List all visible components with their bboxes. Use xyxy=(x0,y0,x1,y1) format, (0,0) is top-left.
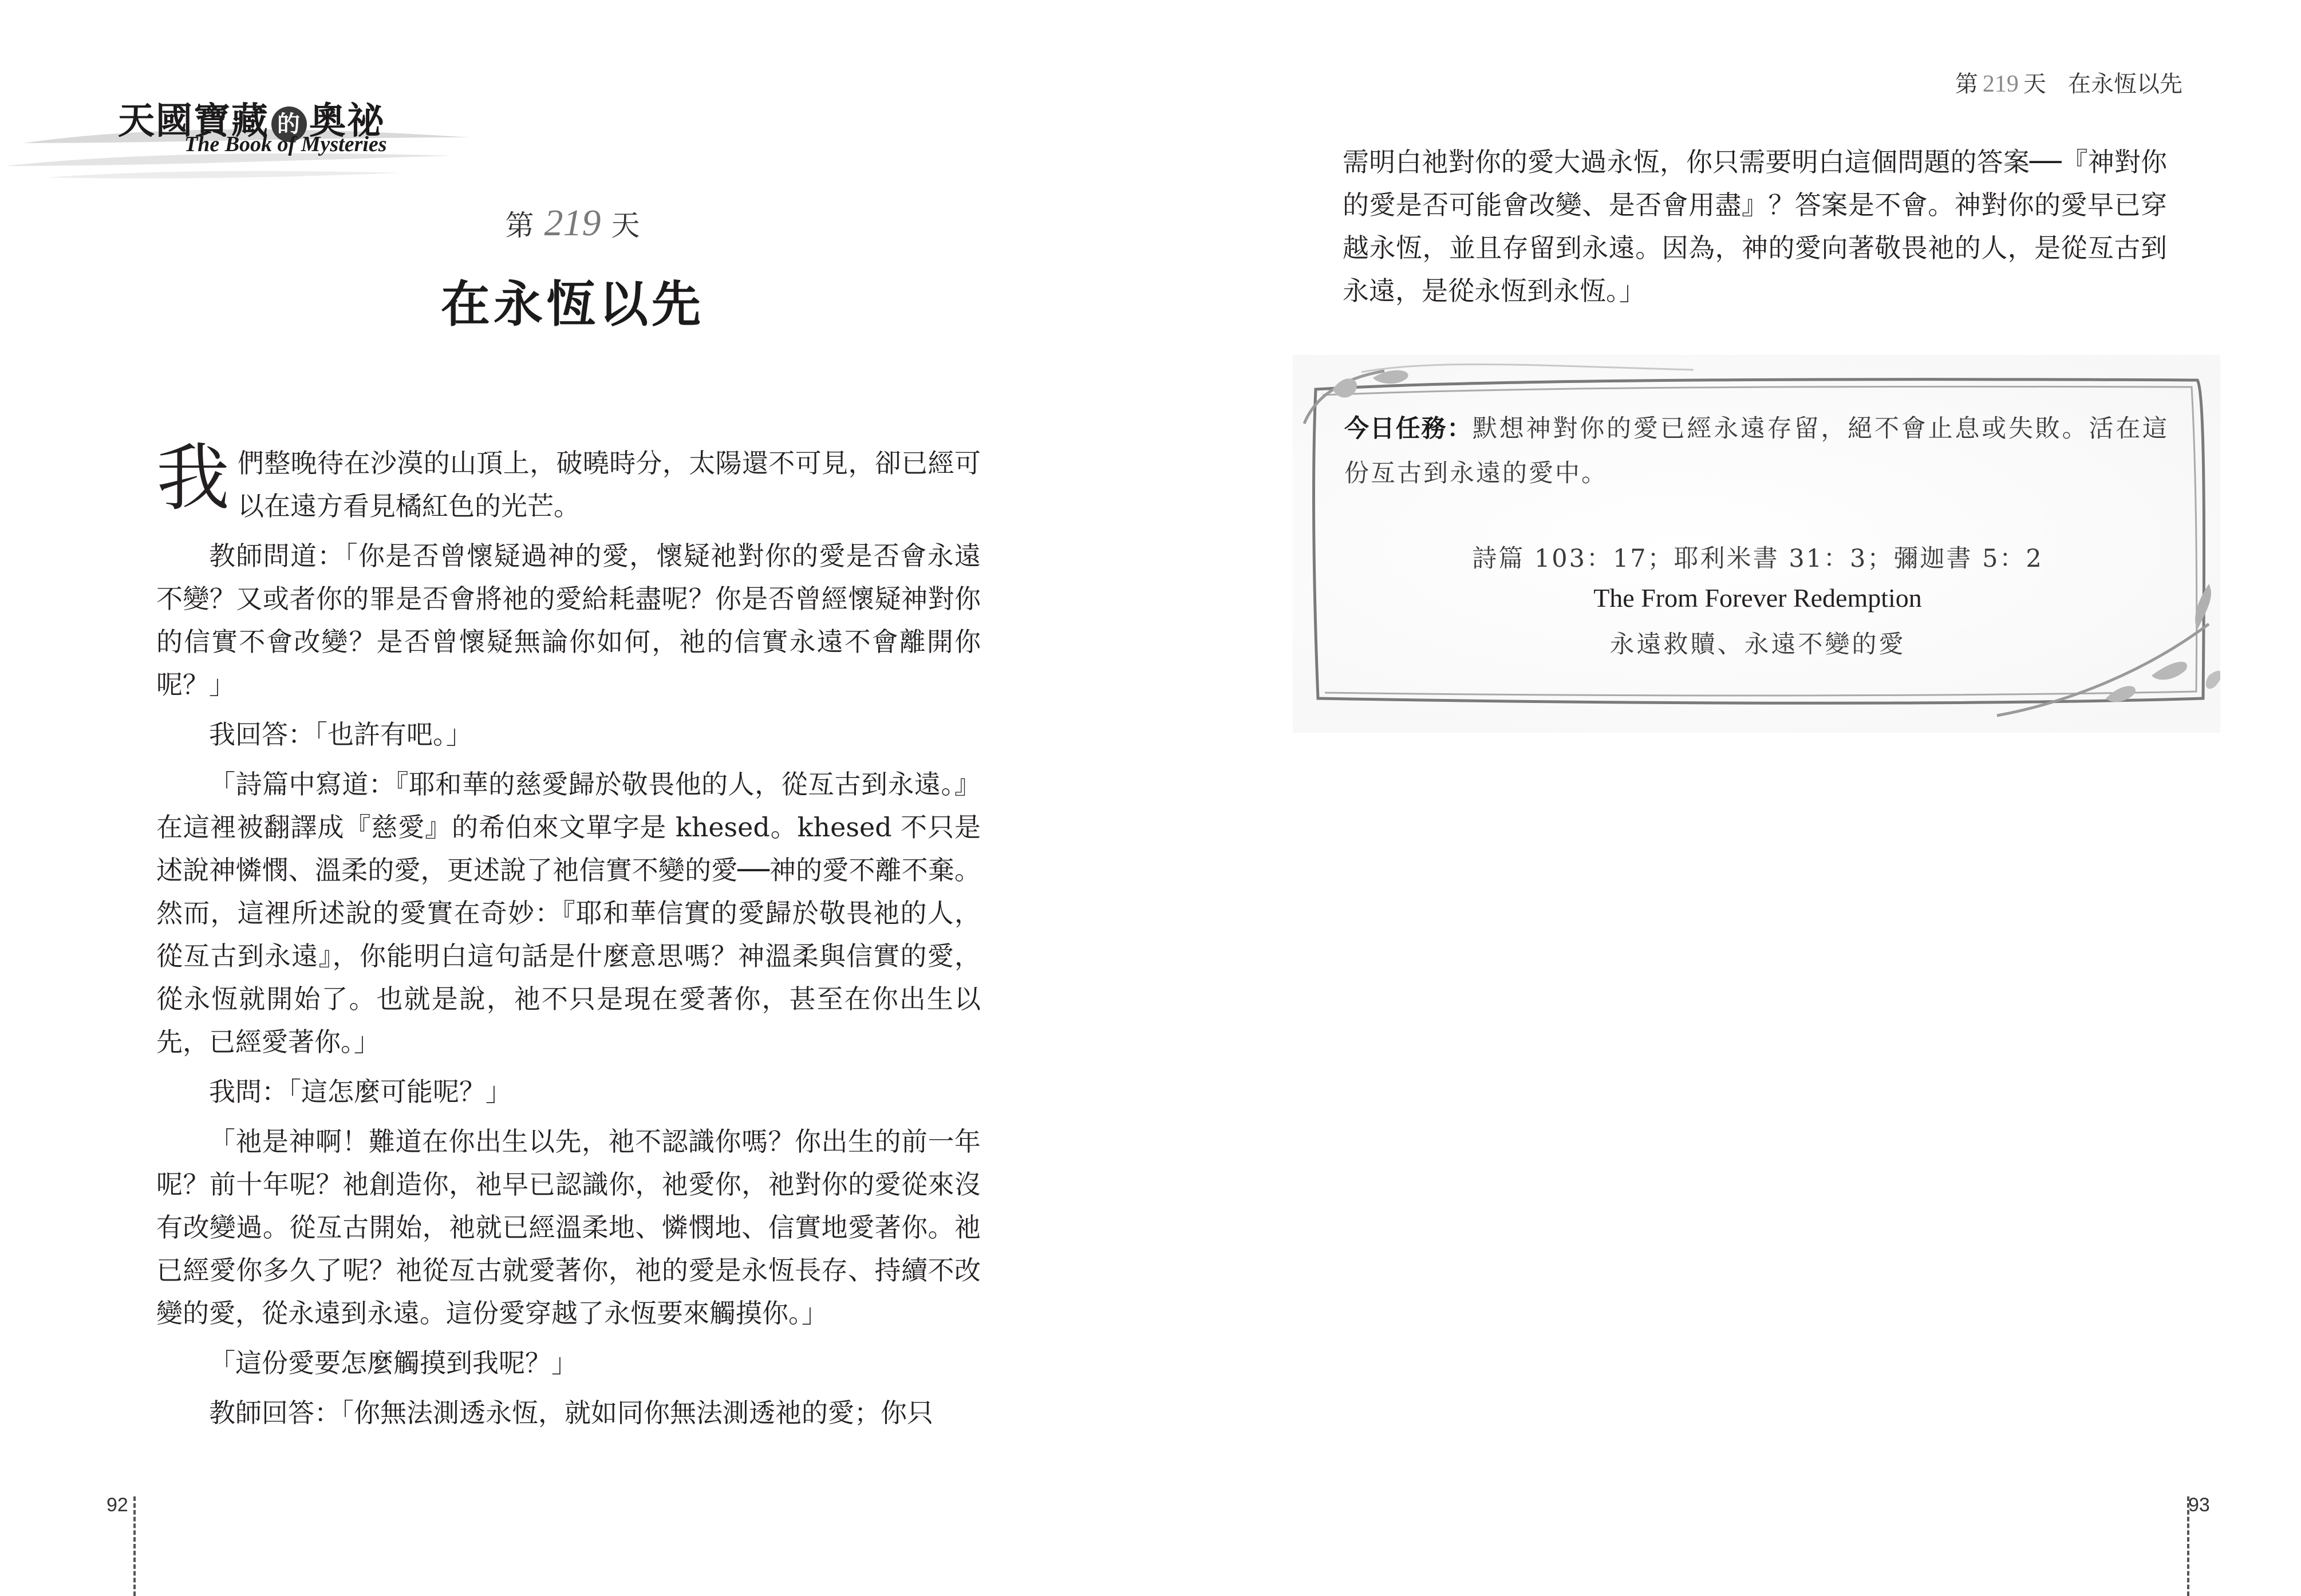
day-number: 219 xyxy=(544,202,601,244)
paragraph-1-text: 們整晚待在沙漠的山頂上，破曉時分，太陽還不可見，卻已經可以在遠方看見橘紅色的光芒。 xyxy=(238,448,981,522)
running-head-day: 219 xyxy=(1982,71,2019,97)
trim-line-left xyxy=(133,1496,136,1596)
paragraph-3: 我回答：「也許有吧。」 xyxy=(209,719,472,750)
day-label xyxy=(0,202,1145,245)
mystery-title-english: The From Forever Redemption xyxy=(1593,583,1922,613)
day-suffix: 天 xyxy=(611,209,640,242)
right-paragraph: 需明白祂對你的愛大過永恆，你只需要明白這個問題的答案──『神對你的愛是否可能會改變、是否會用盡』？答案是不會。神對你的愛早已穿越永恆，並且存留到永遠。因為，神的愛向著敬畏祂的人，是從亙古到永遠，是從永恆到永恆。」 xyxy=(1343,147,2167,306)
dropcap: 我 xyxy=(156,436,230,521)
page-number-left: 92 xyxy=(106,1494,128,1516)
task-label: 今日任務： xyxy=(1344,414,1473,443)
paragraph-8: 教師回答：「你無法測透永恆，就如同你無法測透祂的愛；你只 xyxy=(209,1397,933,1428)
paragraph-6: 「祂是神啊！難道在你出生以先，祂不認識你嗎？你出生的前一年呢？前十年呢？祂創造你，祂早已認識你，祂愛你，祂對你的愛從來沒有改變過。從亙古開始，祂就已經溫柔地、憐憫地、信實地愛著你。祂已經愛你多久了呢？祂從亙古就愛著你，祂的愛是永恆長存、持續不改變的愛，從永遠到永遠。這份愛穿越了永恆要來觸摸你。」 xyxy=(156,1126,981,1329)
paragraph-5: 我問：「這怎麼可能呢？」 xyxy=(209,1076,512,1107)
day-prefix: 第 xyxy=(505,209,534,242)
left-body-text xyxy=(156,436,981,1441)
scripture-reference: 詩篇 103：17；耶利米書 31：3；彌迦書 5：2 xyxy=(1472,544,2043,573)
logo-title-circle-char: 的 xyxy=(271,106,307,142)
running-head xyxy=(1955,66,2182,98)
running-head-suffix: 天 xyxy=(2023,71,2046,97)
logo-title-part-a: 天國寶藏 xyxy=(118,100,269,143)
book-logo xyxy=(0,74,475,195)
right-body-text xyxy=(1343,141,2167,313)
task-content: 默想神對你的愛已經永遠存留，絕不會止息或失敗。活在這份亙古到永遠的愛中。 xyxy=(1344,414,2169,488)
paragraph-1 xyxy=(156,436,981,528)
running-head-title: 在永恆以先 xyxy=(2068,71,2182,97)
page-title: 在永恆以先 xyxy=(441,275,704,333)
logo-title-part-b: 奧祕 xyxy=(309,100,385,143)
paragraph-2: 教師問道：「你是否曾懷疑過神的愛，懷疑祂對你的愛是否會永遠不變？又或者你的罪是否會將祂的愛給耗盡呢？你是否曾經懷疑神對你的信實不會改變？是否曾懷疑無論你如何，祂的信實永遠不會離開你呢？」 xyxy=(156,540,981,700)
trim-line-right xyxy=(2187,1496,2189,1596)
daily-task xyxy=(1344,406,2169,496)
page-number-right: 93 xyxy=(2188,1494,2210,1516)
paragraph-7: 「這份愛要怎麼觸摸到我呢？」 xyxy=(209,1348,578,1378)
mystery-title-chinese: 永遠救贖、永遠不變的愛 xyxy=(1609,630,1906,659)
paragraph-4: 「詩篇中寫道：『耶和華的慈愛歸於敬畏他的人，從亙古到永遠。』在這裡被翻譯成『慈愛』的希伯來文單字是 khesed。khesed 不只是述說神憐憫、溫柔的愛，更述說了祂信實不變的愛──神的愛不離不棄。然而，這裡所述說的愛實在奇妙：『耶和華信實的愛歸於敬畏祂的人，從亙古到永遠』，你能明白這句話是什麼意思嗎？神溫柔與信實的愛，從永恆就開始了。也就是說，祂不只是現在愛著你，甚至在你出生以先，已經愛著你。」 xyxy=(156,769,981,1057)
logo-english-subtitle: The Book of Mysteries xyxy=(184,132,387,156)
running-head-prefix: 第 xyxy=(1955,71,1978,97)
